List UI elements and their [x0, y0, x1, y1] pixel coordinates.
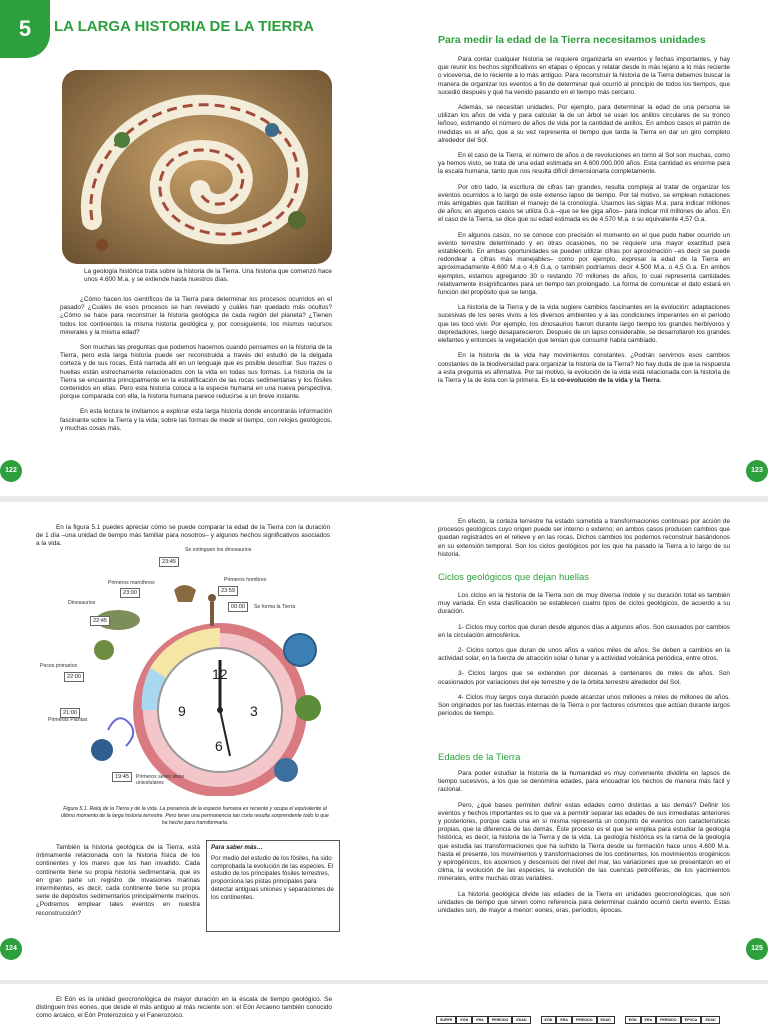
th-era-3: ERA — [641, 1016, 657, 1024]
p123-paragraph-3: En el caso de la Tierra, el número de años o de revoluciones en torno al Sol son muchas, como ya hemos visto, se trata de una edad estimada en 4.600.000.000 años. Esta cantidad es enorme para la escala humana, tanto que nos resulta difícil dimensionarla completamente. — [438, 152, 730, 176]
th-edad-3: EDAD — [701, 1016, 719, 1024]
chapter-number: 5 — [0, 0, 50, 58]
p123-paragraph-2: Además, se necesitan unidades. Por ejemplo, para determinar la edad de una persona se utilizan los años de vida y para calcular la de un árbol se usan los anillos circulares de su tronco leñoso, estimando el número de años de vida por la cantidad de anillos. En ambos casos el patrón de medidas es el año, que a su vez representa el tiempo que tarda la Tierra en dar un giro completo alrededor del Sol. — [438, 104, 730, 144]
label-earth-forms: Se forma la Tierra — [254, 604, 296, 610]
page-125-text-c — [438, 770, 730, 922]
cycle-2: 2- Ciclos cortos que duran de unos años a varios miles de años. Se deben a cambios en la actividad solar, en la fuerza de atracción solar o lunar y a actividad volcánica periódica, entre otros. — [438, 647, 730, 663]
para-saber-mas-box — [206, 840, 340, 932]
p123-paragraph-7 — [438, 352, 730, 385]
p123-paragraph-6: La historia de la Tierra y de la vida sugiere cambios fascinantes en la evolución: adaptaciones sucesivas de los seres vivos a los diversos ambientes y a las condiciones imperantes en el período que les tocó vivir. Por ejemplo, los dinosaurios fueron durante largo tiempo los grandes herbívoros y depredadores, luego desaparecieron. Después de un lapso considerable, se desarrollaron los grandes elefantes y entonces la vegetación que tenían que consumir había cambiado. — [438, 304, 730, 345]
clock-number-9: 9 — [178, 703, 186, 719]
th-era-1: ERA — [472, 1016, 488, 1024]
box-text: Por medio del estudio de los fósiles, ha sido comprobada la evolución de las especies. El estudio de los principales fósiles terrestres, proporciona las pistas principales para detectar antiguas uniones y separaciones de los continentes. — [211, 854, 334, 901]
label-first-plants: Primeras Plantas — [48, 717, 88, 723]
th-super: SUPER — [436, 1016, 456, 1024]
chapter-title: LA LARGA HISTORIA DE LA TIERRA — [54, 18, 314, 35]
page-124-intro — [36, 524, 330, 556]
th-periodo-1: PERÍODO — [488, 1016, 513, 1024]
time-2345: 23:45 — [159, 557, 179, 567]
time-2100: 21:00 — [60, 708, 80, 718]
p125-paragraph-4: Pero, ¿qué bases permiten definir estas edades como distintas a las demás? Definir los eventos y hechos importantes es lo que va a permitir separar las edades de sus inmediatas anteriores y posteriores, porque cada una en sí misma representa un conjunto de eventos con características propias, que la diferencia de las demás. Éste proceso es el que se emplea para estudiar la geología histórica, es decir, la historia de la Tierra y de la vida. La geología histórica es la rama de la geología que estudia las transformaciones que ha sufrido la Tierra desde su formación hace unos 4.600 M.a. hasta el presente, los movimientos y transformaciones de los continentes, los movimientos orogénicos y epirogénicos, los ascensos y descensos del nivel del mar, las variaciones que se presentaron en el clima, la evolución de las especies, la evolución de las cuencas petrolíferas, de los yacimientos minerales, entre muchas otras variables. — [438, 801, 730, 883]
p125-paragraph-5: La historia geológica divide las edades de la Tierra en unidades geocronológicas, que son unidades de tiempo que sirven como referencia para determinar cuándo ocurrió cierto evento. Estas unidades son, de mayor a menor: eones, eras, períodos, épocas. — [438, 890, 730, 915]
p123-paragraph-1: Para contar cualquier historia se requiere organizarla en eventos y fechas importantes, y hay que reunir los hechos significativos en etapas o épocas y relatar desde lo más lejano a lo más reciente o viceversa, de lo reciente a lo más antiguo. Para reconstruir la historia de la Tierra debemos buscar la manera de organizar los eventos a fin de determinar qué ocurrió al principio de todos los tiempos, que sucedió después y qué ha venido pasando en el tiempo más cercano. — [438, 56, 730, 96]
box-title: Para saber más… — [211, 844, 263, 851]
page-number-122: 122 — [0, 460, 22, 482]
page-126-text — [36, 996, 332, 1024]
th-edad-2: EDAD — [597, 1016, 615, 1024]
page-125-text-b — [438, 592, 730, 725]
page-123-text — [438, 56, 730, 392]
heading-ciclos: Ciclos geológicos que dejan huellas — [438, 572, 590, 583]
label-primary-fish: Peces primarios — [40, 663, 78, 669]
coevolucion-term: co-evolución de la vida y la Tierra — [557, 376, 660, 384]
clock-number-12: 12 — [212, 666, 228, 682]
photo-caption: La geología histórica trata sobre la historia de la Tierra. Una historia que comenzó hace unos 4.600 M.a. y se extiende hasta nuestros días. — [84, 268, 332, 284]
heading-medir-edad: Para medir la edad de la Tierra necesitamos unidades — [438, 34, 706, 46]
p122-paragraph-1: ¿Cómo hacen los científicos de la Tierra para determinar los procesos ocurridos en el pasado? ¿Cuáles de esos procesos se han revelado y cuáles han quedado más ocultos? ¿Cómo se hace para reconstruir la historia geológica de cada región del planeta? ¿Tienen todos los continentes la misma historia geológica y, por consiguiente, los mismos recursos minerales y la misma edad? — [60, 296, 332, 336]
page-number-123: 123 — [746, 460, 768, 482]
time-2200: 22:00 — [64, 672, 84, 682]
page-number-125: 125 — [746, 938, 768, 960]
p123-paragraph-5: En algunos casos, no se conoce con precisión el momento en el que pudo haber ocurrido un evento terrestre determinado y en otras ocasiones, no se requiere una mayor exactitud para establecerlo. En ambas oportunidades se pueden utilizar cifras por aproximación –es decir se puede redondear a cifras más manejables– como por ejemplo, expresar la edad de la Tierra en aproximadamente 4.600 M.a o 4,6 G.a, o también podríamos decir 4.500 M.a. o 4,5 G.a. En ambos ejemplos, estamos agregando 30 o restando 70 millones de años, lo cual representa cantidades relativamente insignificantes para un tiempo tan prolongado. La forma de comunicar el dato estará en función del propósito que se tenga. — [438, 231, 730, 297]
th-periodo-3: PERÍODO — [656, 1016, 681, 1024]
th-epoca: ÉPOCA — [681, 1016, 702, 1024]
time-2300: 23:00 — [120, 588, 140, 598]
heading-edades: Edades de la Tierra — [438, 752, 521, 763]
clock-number-3: 3 — [250, 703, 258, 719]
spiral-history-photo — [62, 70, 332, 264]
th-eon-1: EÓN — [456, 1016, 472, 1024]
label-dinosaur-extinction: Se extinguen los dinosaurios — [185, 547, 252, 553]
th-era-2: ERA — [556, 1016, 572, 1024]
cycle-4: 4- Ciclos muy largos cuya duración puede alcanzar unos millones a miles de millones de años. Son originados por las fuerzas internas de la Tierra o por factores cósmicos que actúan durante largos períodos de tiempo. — [438, 693, 730, 718]
p123-p7-text: En la historia de la vida hay movimientos constantes. ¿Podrán servirnos esos cambios constantes de la biodiversidad para organizar la historia de la Tierra? No hay duda de que la respuesta a esta pregunta es afirmativa. Por tal motivo, la evolución de la vida está relacionada con la historia de la Tierra y la de ésta con la primera. Es la — [438, 352, 730, 384]
clock-number-6: 6 — [215, 738, 223, 754]
cycle-1: 1- Ciclos muy cortos que duran desde algunos días a algunos años. Son causados por cambios en la circulación atmosférica. — [438, 623, 730, 639]
page-124-body — [36, 844, 200, 925]
page-number-124: 124 — [0, 938, 22, 960]
p125-paragraph-3: Para poder estudiar la historia de la humanidad es muy conveniente dividirla en lapsos de tiempo sucesivos, a los que se denomina edades, para encuadrar los hechos de manera más fácil y racional. — [438, 770, 730, 794]
geologic-table-header — [436, 1016, 720, 1024]
spiral-illustration — [62, 70, 332, 264]
earth-clock-figure — [38, 547, 328, 796]
page-125-text-a — [438, 518, 730, 566]
time-1945: 19:45 — [112, 772, 132, 782]
p122-paragraph-2: Son muchas las preguntas que podemos hacernos cuando pensamos en la historia de la Tierra, pero esta larga historia puede ser reconstruida a través del estudio de la delgada corteza y de sus rocas. Está narrada allí en un lenguaje que es posible descifrar. Sus trazos o huellas están estrechamente relacionados con la vida en todas sus formas. La historia de la Tierra se encuentra principalmente en la estratificación de las rocas sedimentarias y los fósiles contenidos en ellas. Pero esta historia coloca a la especie humana en una nueva perspectiva, porque comparada con ella, la historia humana parece reducirse a un breve instante. — [60, 344, 332, 401]
cycle-3: 3- Ciclos largos que se extienden por decenas a centenares de miles de años. Son ocasionados por variaciones del eje terrestre y de la órbita terrestre alrededor del Sol. — [438, 670, 730, 686]
p125-paragraph-1: En efecto, la corteza terrestre ha estado sometida a transformaciones continuas por acción de procesos geológicos cuyo origen puede ser interno o externo; en ambos casos producen cambios que quedan registrados en el relieve y en las rocas. Dichos cambios los podemos reconstruir basándonos en su extensión temporal. Son los ciclos geológicos por los que ha pasado la Tierra a lo largo de su historia. — [438, 518, 730, 558]
label-first-humans: Primeros hombres — [224, 577, 267, 583]
p123-p7-end: . — [659, 376, 662, 384]
figure-caption: Figura 5.1. Reloj de la Tierra y de la vida. La presencia de la especie humana es reciente y ocupa el equivalente al último momento de la larga historia terrestre. Pero tener una permanencia tan corta resulta sorprendente todo lo que ha hecho para transformarla. — [61, 806, 329, 826]
p124-body: También la historia geológica de la Tierra, está íntimamente relacionada con la historia física de los continentes y los mares que los han invadido. Cada continente tiene su propia historia sedimentaria, que es en gran parte un registro de invasiones marinas intermitentes, es decir, cada continente tiene su propia serie de depósitos sedimentarios principalmente marinos. ¿Podremos emplear tales eventos en nuestra reconstrucción? — [36, 844, 200, 917]
th-periodo-2: PERÍODO — [572, 1016, 597, 1024]
th-eon-2: EÓN — [541, 1016, 557, 1024]
page-122-text — [60, 296, 332, 440]
p122-paragraph-3: En esta lectura te invitamos a explorar esta larga historia donde encontrarás información fascinante sobre la Tierra y la vida; sobre las formas de medir el tiempo, con relojes geológicos, y muchas cosas más. — [60, 408, 332, 432]
spread-122-123 — [0, 0, 768, 496]
time-2359: 23:59 — [218, 586, 238, 596]
p125-paragraph-2: Los ciclos en la historia de la Tierra son de muy diversa índole y su duración total es también muy variada. En esta clasificación se establecen cuatro tipos de ciclos geológicos, de acuerdo a su duración. — [438, 592, 730, 616]
p123-paragraph-4: Por otro lado, la escritura de cifras tan grandes, resulta compleja al tratar de organizar los eventos ocurridos a lo largo de este extenso lapso de tiempo. Por tal motivo, se emplean notaciones más amigables que facilitan el manejo de la cronología. Usamos las siglas M.a. para indicar millones de años; en algunos casos se utiliza G.a –que se lee giga años– para indicar mil millones de años. En el caso de la Tierra, se dice que su edad estimada es de 4.570 M.a. o su equivalente 4,57 G.a. — [438, 183, 730, 224]
photo-caption-col — [84, 268, 332, 291]
p126-paragraph: El Eón es la unidad geocronológica de mayor duración en la escala de tiempo geológico. Se distinguen tres eones, que desde el más antiguo al más reciente son: el Eón Arcaeno también conocido como arcaico, el Eón Proterozoico y el Fanerozoico. — [36, 996, 332, 1020]
label-dinosaurs: Dinosaurios — [68, 600, 96, 606]
th-eon-3: EÓN — [625, 1016, 641, 1024]
th-edad-1: EDAD — [512, 1016, 530, 1024]
label-first-mammals: Primeros mamíferos — [108, 580, 155, 586]
label-first-unicellular: Primeros seres vivos unicelulares — [136, 774, 185, 786]
time-0000: 00:00 — [228, 602, 248, 612]
time-2245: 22:45 — [90, 616, 110, 626]
p124-intro: En la figura 5.1 puedes apreciar cómo se puede comparar la edad de la Tierra con la duración de 1 día –una unidad de tiempo más familiar para nosotros– y algunos hechos significativos asociados a la vida. — [36, 524, 330, 548]
